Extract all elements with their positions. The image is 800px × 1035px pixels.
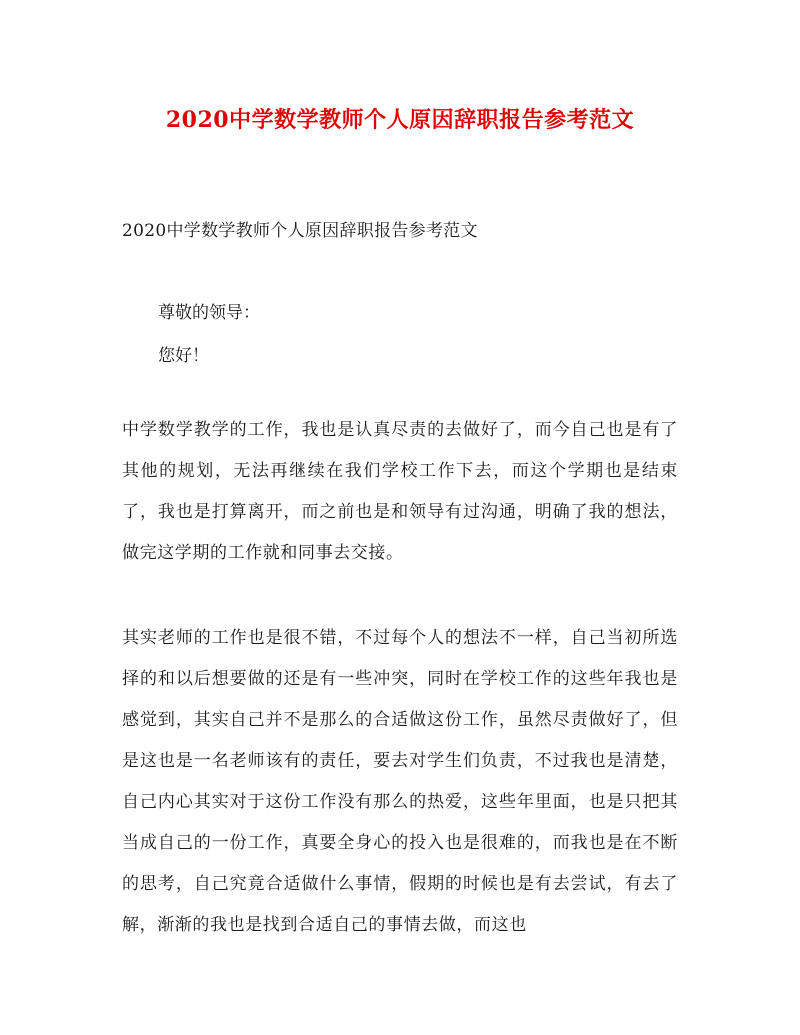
salutation: 尊敬的领导：: [158, 303, 260, 323]
document-subtitle: 2020中学数学教师个人原因辞职报告参考范文: [122, 221, 478, 241]
body-paragraph-1: 中学数学教学的工作，我也是认真尽责的去做好了，而今自己也是有了其他的规划，无法再继续在我们学校工作下去，而这个学期也是结束了，我也是打算离开，而之前也是和领导有过沟通，明确了我的想法，做完这学期的工作就和同事去交接。: [122, 420, 678, 563]
body-paragraph-2: 其实老师的工作也是很不错，不过每个人的想法不一样，自己当初所选择的和以后想要做的还是有一些冲突，同时在学校工作的这些年我也是感觉到，其实自己并不是那么的合适做这份工作，虽然尽责做好了，但是这也是一名老师该有的责任，要去对学生们负责，不过我也是清楚，自己内心其实对于这份工作没有那么的热爱，这些年里面，也是只把其当成自己的一份工作，真要全身心的投入也是很难的，而我也是在不断的思考，自己究竟合适做什么事情，假期的时候也是有去尝试，有去了解，渐渐的我也是找到合适自己的事情去做，而这也: [122, 628, 678, 935]
greeting: 您好！: [158, 346, 209, 366]
document-title: 2020中学数学教师个人原因辞职报告参考范文: [165, 107, 635, 133]
